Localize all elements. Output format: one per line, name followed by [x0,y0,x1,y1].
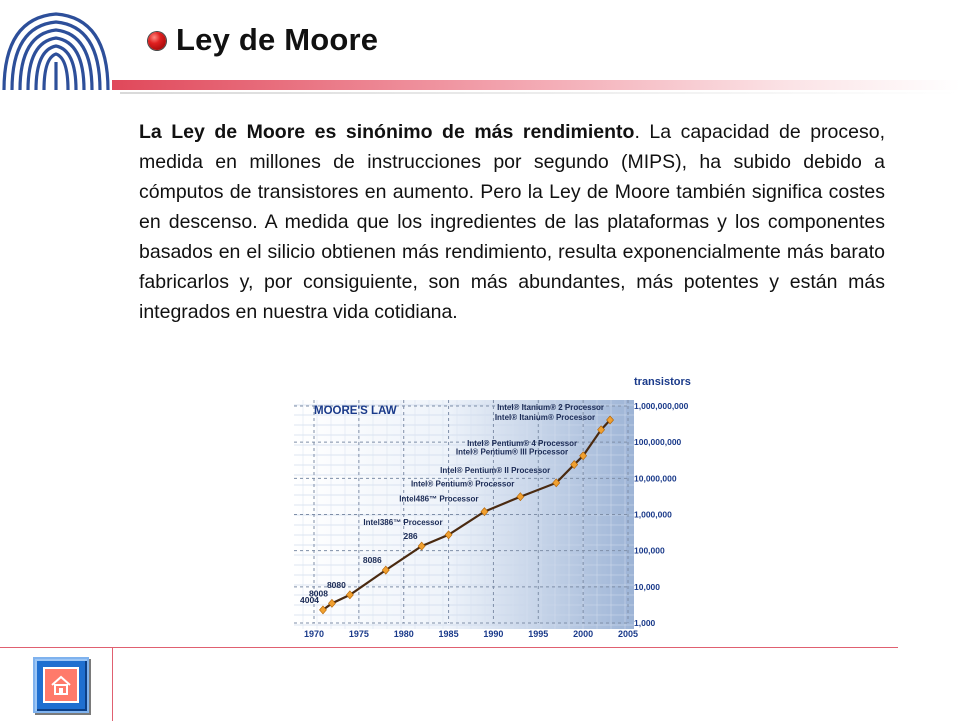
y-tick-label: 1,000 [634,618,656,628]
y-tick-label: 1,000,000 [634,509,672,520]
y-tick-label: 100,000,000 [634,437,682,448]
x-tick-label: 1985 [438,629,459,639]
data-point-label: 286 [403,531,418,542]
title-divider-shadow [120,92,960,94]
home-icon [43,667,79,703]
paragraph-rest: . La capacidad de proceso, medida en millones de instrucciones por segundo (MIPS), ha subido debido a cómputos de transistores en aumento. Pero la Ley de Moore también significa costes en descenso. A medida que los ingredientes de las plataformas y los componentes basados en el silicio obtienen más rendimiento, resulta exponencialmente más barato fabricarlos y, por consiguiente, son más abundantes, más potentes y están más integrados en nuestra vida cotidiana. [139,121,885,323]
data-point-label: 4004 [300,594,319,605]
data-point-label: Intel® Itanium® Processor [494,412,596,422]
y-tick-label: 1,000,000,000 [634,401,689,411]
chart-title: MOORE'S LAW [314,405,397,417]
slide-title: Ley de Moore [176,22,379,57]
x-tick-label: 1980 [393,629,414,639]
data-point-label: Intel386™ Processor [363,517,443,527]
data-point-label: Intel® Pentium® III Processor [455,447,569,457]
home-icon-glyph [49,673,73,697]
y-axis-label: transistors [634,376,691,388]
x-tick-label: 1975 [348,629,369,639]
data-point-label: 8086 [362,555,382,566]
body-paragraph [139,117,885,327]
data-point-label: Intel® Pentium® II Processor [440,465,551,475]
title-divider [112,80,960,90]
y-tick-label: 100,000 [634,545,665,556]
university-arch-logo [0,8,112,90]
moores-law-svg [282,370,722,642]
x-tick-label: 1970 [303,629,325,639]
x-tick-label: 2005 [617,629,639,639]
data-point-label: Intel486™ Processor [399,494,479,504]
y-tick-label: 10,000 [634,581,660,592]
x-tick-label: 1995 [528,629,549,639]
paragraph-bold-lead: La Ley de Moore es sinónimo de más rendimiento [139,121,635,143]
footer-divider [112,647,898,648]
y-tick-label: 10,000,000 [634,473,677,484]
data-point-label: Intel® Pentium® 4 Processor [467,438,578,448]
data-point-label: Intel® Itanium® 2 Processor [497,403,605,413]
x-tick-label: 1990 [483,629,504,639]
home-button[interactable] [33,657,89,713]
x-tick-label: 2000 [573,629,594,639]
data-point-label: 8080 [326,579,346,590]
red-sphere-bullet-icon [148,32,166,50]
data-point-label: Intel® Pentium® Processor [410,479,515,489]
data-point-label: 8008 [309,588,328,599]
moores-law-chart [282,370,722,642]
